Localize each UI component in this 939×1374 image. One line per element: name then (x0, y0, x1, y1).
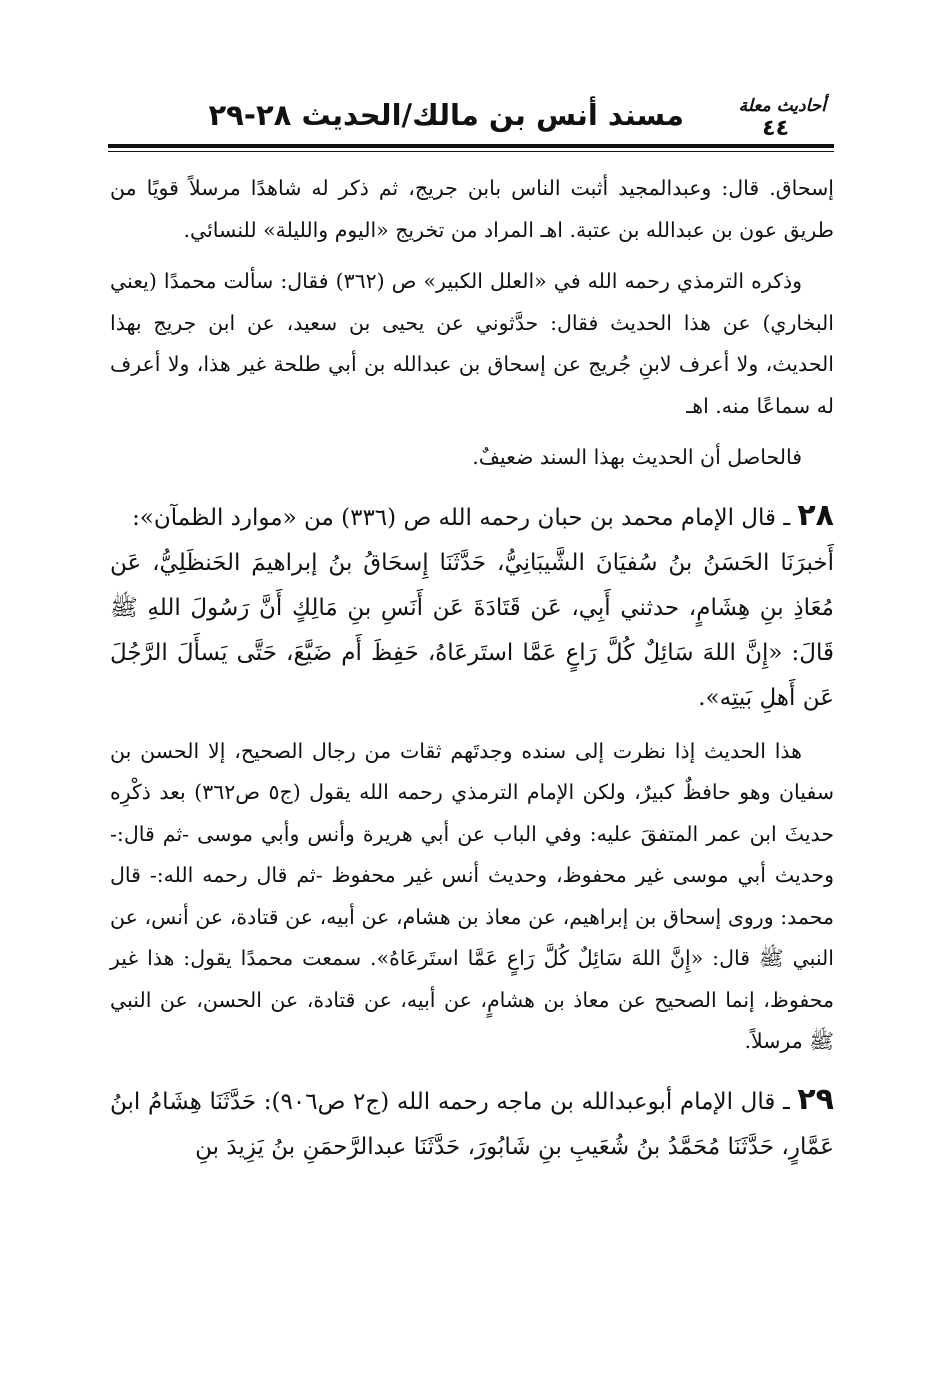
paragraph-3: فالحاصل أن الحديث بهذا السند ضعيفٌ. (472, 445, 802, 469)
page-header (108, 92, 834, 152)
hadith-number: ٢٩ (797, 1081, 834, 1117)
paragraph-1: إسحاق. قال: وعبدالمجيد أثبت الناس بابن جريج، ثم ذكر له شاهدًا مرسلاً قويًا من طريق عون بن عبدالله بن عتبة. اهـ المراد من تخريج «اليوم والليلة» للنسائي. (110, 176, 834, 242)
series-name: أحاديث معلة (738, 96, 826, 116)
hadith-intro: ـ قال الإمام محمد بن حبان رحمه الله ص (٣٣٦) من «موارد الظمآن»: (132, 504, 791, 531)
header-rule-thick (108, 144, 834, 148)
running-title: مسند أنس بن مالك/الحديث ٢٨-٢٩ (208, 98, 684, 132)
header-rule-thin (108, 151, 834, 152)
hadith-28-heading (110, 493, 834, 541)
hadith-28-commentary: هذا الحديث إذا نظرت إلى سنده وجدتَهم ثقات من رجال الصحيح، إلا الحسن بن سفيان وهو حافظٌ كبيرٌ، ولكن الإمام الترمذي رحمه الله يقول (ج٥ ص٣٦٢) بعد ذكْرِه حديثَ ابن عمر المتفقَ عليه: وفي الباب عن أبي هريرة وأنس وأبي موسى -ثم قال:- وحديث أبي موسى غير محفوظ، وحديث أنس غير محفوظ -ثم قال رحمه الله:- قال محمد: وروى إسحاق بن إبراهيم، عن معاذ بن هشام، عن أبيه، عن قتادة، عن أنس، عن النبي ﷺ قال: «إِنَّ اللهَ سَائِلٌ كُلَّ رَاعٍ عَمَّا استَرعَاهُ». سمعت محمدًا يقول: هذا غير محفوظ، إنما الصحيح عن معاذ بن هشامٍ، عن أبيه، عن قتادة، عن الحسن، عن النبي ﷺ مرسلاً. (110, 738, 835, 1053)
paragraph-2: وذكره الترمذي رحمه الله في «العلل الكبير» ص (٣٦٢) فقال: سألت محمدًا (يعني البخاري) عن هذا الحديث فقال: حدَّثوني عن يحيى بن سعيد، عن ابن جريج بهذا الحديث، ولا أعرف لابنِ جُريج عن إسحاق بن عبدالله بن أبي طلحة غير هذا، ولا أعرف له سماعًا منه. اهـ (110, 269, 834, 418)
hadith-number: ٢٨ (797, 497, 834, 533)
hadith-intro: ـ قال الإمام أبوعبدالله بن ماجه رحمه الله (ج٢ ص٩٠٦): حَدَّثَنَا هِشَامُ ابنُ عَمَّارٍ، حَدَّثَنَا مُحَمَّدُ بنُ شُعَيبِ بنِ شَابُورَ، حَدَّثَنَا عبدالرَّحمَنِ بنُ يَزِيدَ بنِ (110, 1088, 834, 1160)
page-number: ٤٤ (762, 116, 789, 141)
hadith-29-heading (110, 1077, 834, 1170)
hadith-28-text: أَخبرَنَا الحَسَنُ بنُ سُفيَانَ الشَّيبَانِيُّ، حَدَّثَنَا إِسحَاقُ بنُ إبراهيمَ الحَنظَلِيُّ، عَن مُعَاذِ بنِ هِشَامٍ، حدثني أَبِي، عَن قَتَادَةَ عَن أَنَسِ بنِ مَالِكٍ أَنَّ رَسُولَ اللهِ ﷺ قَالَ: «إِنَّ اللهَ سَائِلٌ كُلَّ رَاعٍ عَمَّا استَرعَاهُ، حَفِظَ أَم ضَيَّعَ، حَتَّى يَسأَلَ الرَّجُلَ عَن أَهلِ بَيتِه». (110, 549, 834, 711)
page-body (110, 168, 834, 1170)
